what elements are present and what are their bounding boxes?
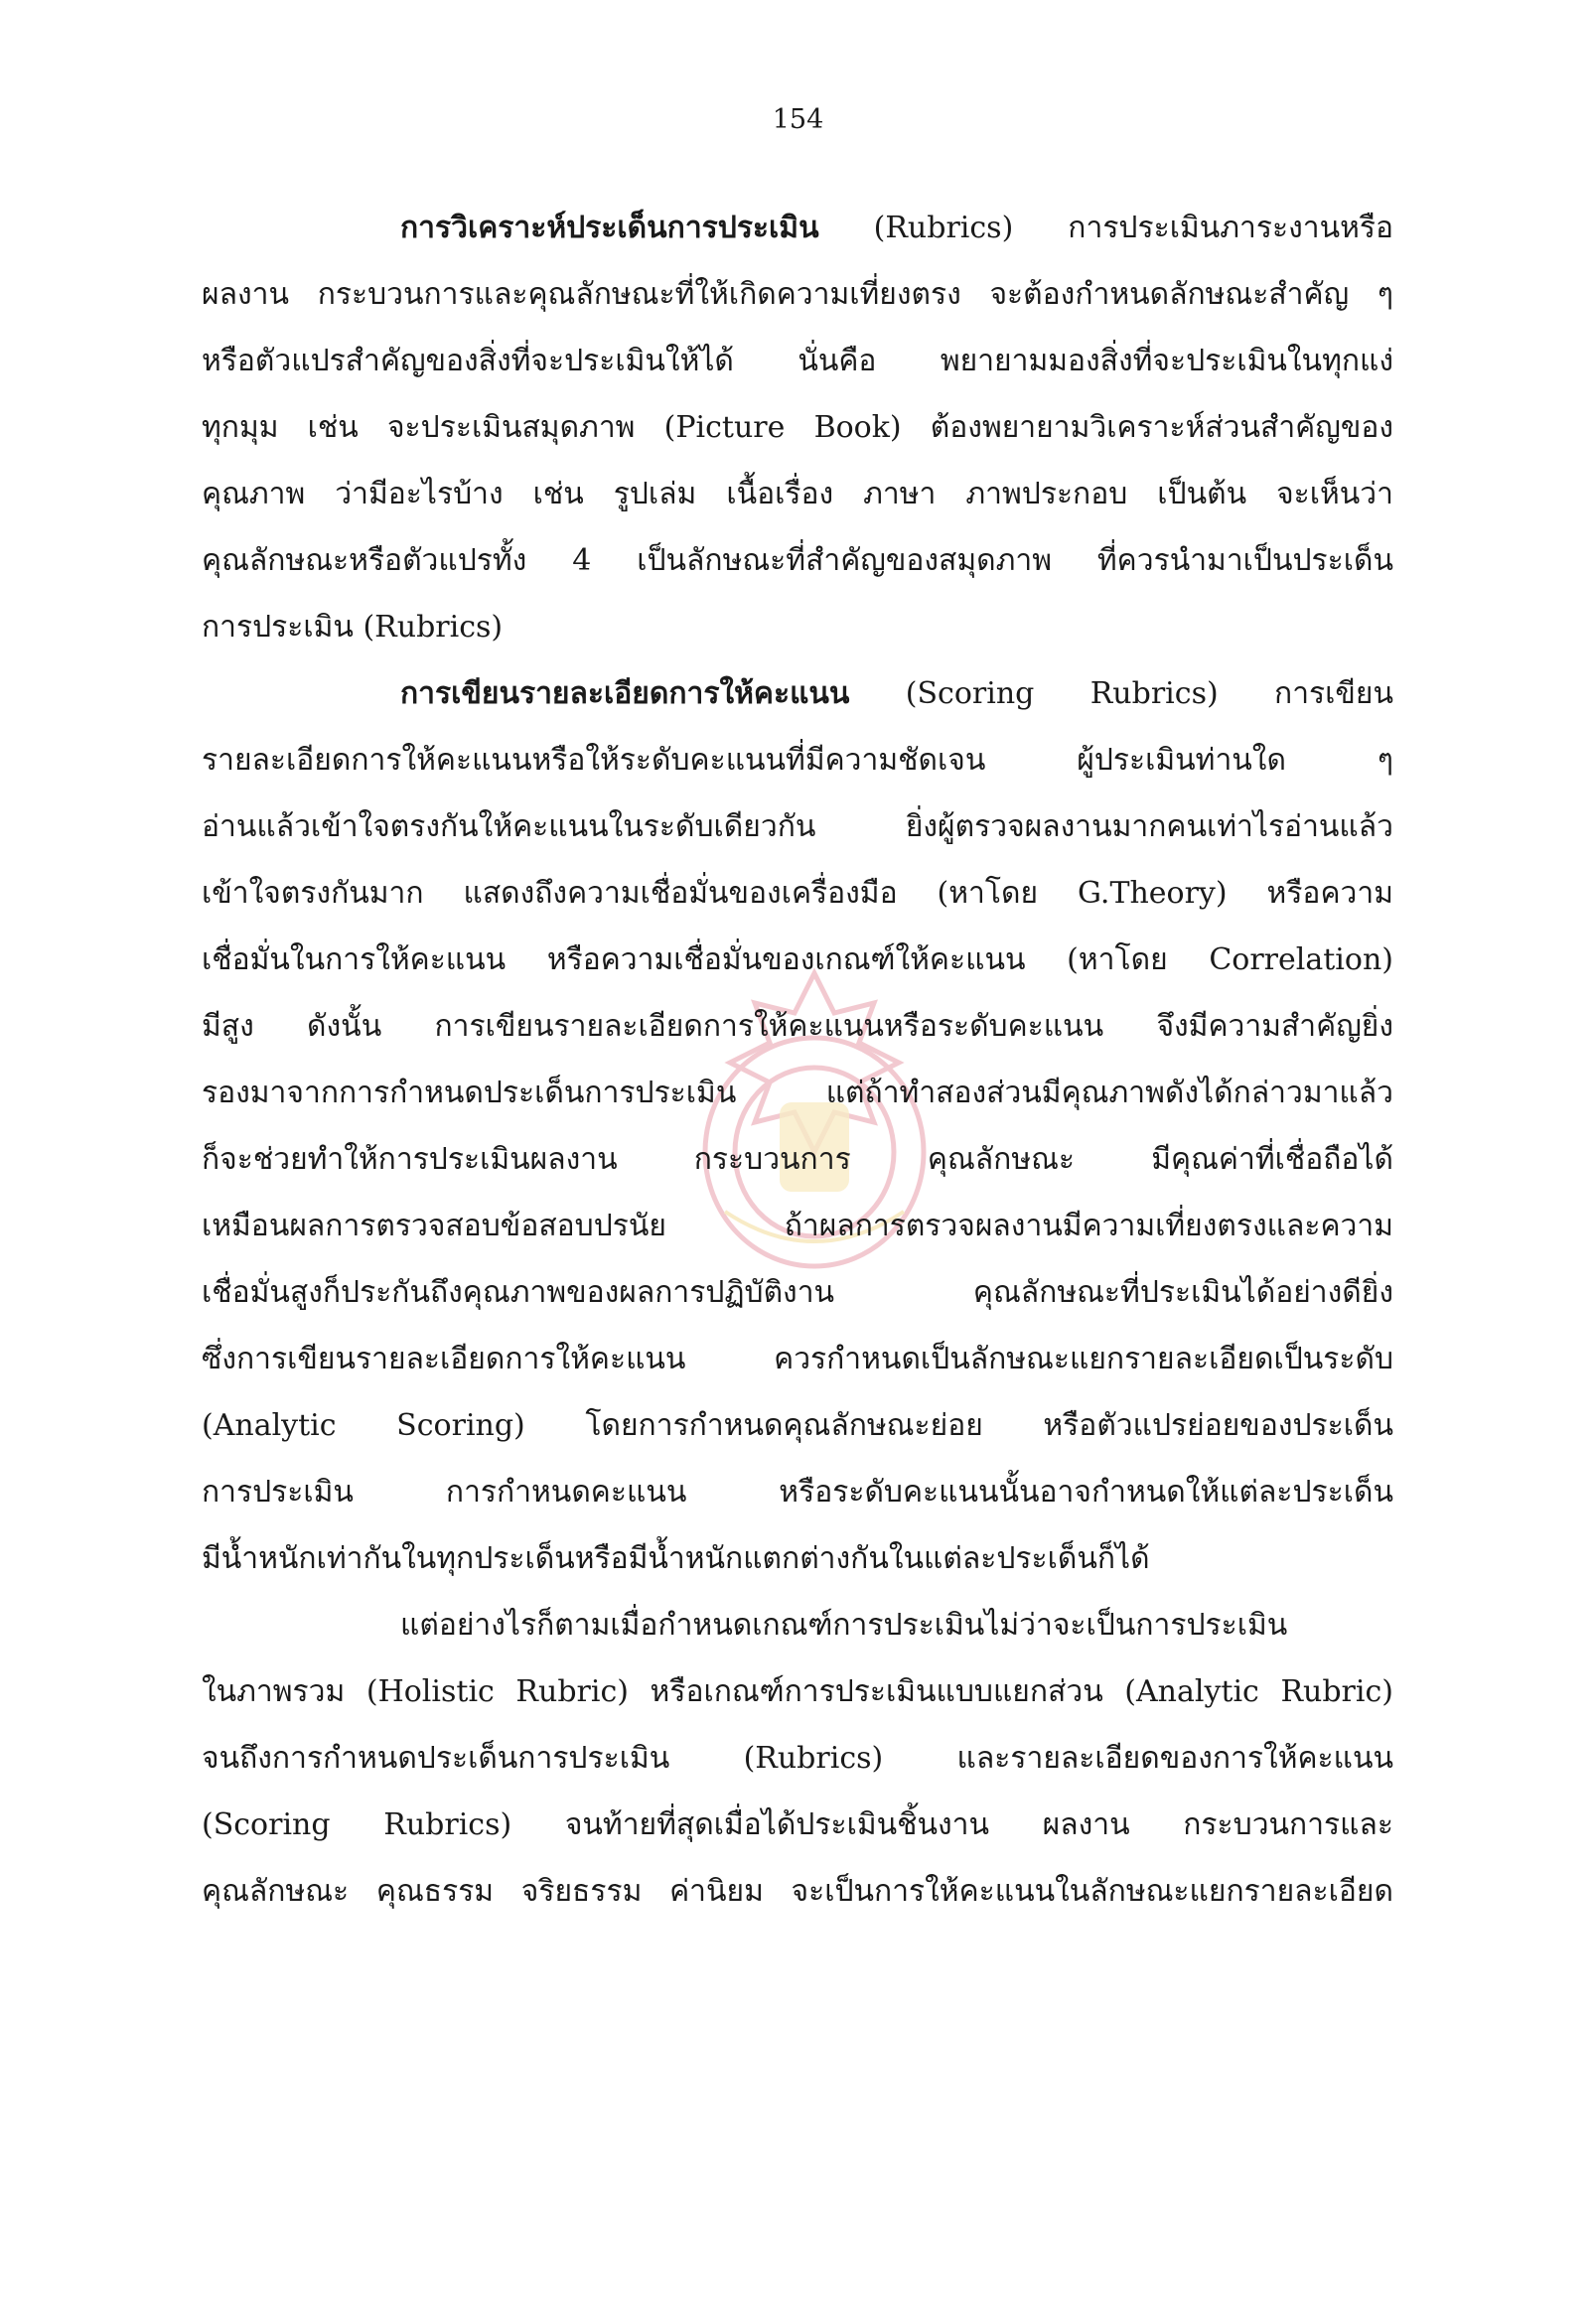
paragraph-line: รองมาจากการกำหนดประเด็นการประเมิน แต่ถ้าทำสองส่วนมีคุณภาพดังได้กล่าวมาแล้ว — [202, 1076, 1393, 1110]
paragraph-line-text: (Rubrics) การประเมินภาระงานหรือ — [818, 211, 1393, 245]
paragraph-line: คุณลักษณะ คุณธรรม จริยธรรม ค่านิยม จะเป็นการให้คะแนนในลักษณะแยกรายละเอียด — [202, 1874, 1393, 1909]
paragraph-line: แต่อย่างไรก็ตามเมื่อกำหนดเกณฑ์การประเมินไม่ว่าจะเป็นการประเมิน — [400, 1608, 1288, 1643]
paragraph-line: การประเมิน (Rubrics) — [202, 610, 504, 645]
paragraph-scoring-rubrics — [202, 660, 1393, 1592]
paragraph-line: มีสูง ดังนั้น การเขียนรายละเอียดการให้คะแนนหรือระดับคะแนน จึงมีความสำคัญยิ่ง — [202, 1009, 1393, 1044]
paragraph-line: (Analytic Scoring) โดยการกำหนดคุณลักษณะย่อย หรือตัวแปรย่อยของประเด็น — [202, 1408, 1393, 1443]
paragraph-heading: การวิเคราะห์ประเด็นการประเมิน — [400, 211, 819, 245]
paragraph-line: ก็จะช่วยทำให้การประเมินผลงาน กระบวนการ คุณลักษณะ มีคุณค่าที่เชื่อถือได้ — [202, 1142, 1393, 1177]
paragraph-line: การประเมิน การกำหนดคะแนน หรือระดับคะแนนนั้นอาจกำหนดให้แต่ละประเด็น — [202, 1475, 1393, 1510]
paragraph-rubrics-analysis — [202, 195, 1393, 660]
paragraph-holistic-analytic — [202, 1592, 1393, 1925]
paragraph-line: ซึ่งการเขียนรายละเอียดการให้คะแนน ควรกำหนดเป็นลักษณะแยกรายละเอียดเป็นระดับ — [202, 1342, 1393, 1376]
paragraph-line: มีน้ำหนักเท่ากันในทุกประเด็นหรือมีน้ำหนักแตกต่างกันในแต่ละประเด็นก็ได้ — [202, 1541, 1150, 1576]
page-number: 154 — [772, 104, 824, 135]
paragraph-line: จนถึงการกำหนดประเด็นการประเมิน (Rubrics) และรายละเอียดของการให้คะแนน — [202, 1741, 1393, 1776]
paragraph-line: (Scoring Rubrics) จนท้ายที่สุดเมื่อได้ประเมินชิ้นงาน ผลงาน กระบวนการและ — [202, 1807, 1393, 1842]
paragraph-line-text: (Scoring Rubrics) การเขียน — [849, 676, 1393, 711]
paragraph-line: เข้าใจตรงกันมาก แสดงถึงความเชื่อมั่นของเครื่องมือ (หาโดย G.Theory) หรือความ — [202, 876, 1393, 911]
paragraph-line: คุณลักษณะหรือตัวแปรทั้ง 4 เป็นลักษณะที่สำคัญของสมุดภาพ ที่ควรนำมาเป็นประเด็น — [202, 543, 1393, 578]
paragraph-line: หรือตัวแปรสำคัญของสิ่งที่จะประเมินให้ได้ นั่นคือ พยายามมองสิ่งที่จะประเมินในทุกแง่ — [202, 344, 1393, 378]
paragraph-line: รายละเอียดการให้คะแนนหรือให้ระดับคะแนนที่มีความชัดเจน ผู้ประเมินท่านใด ๆ — [202, 743, 1393, 778]
paragraph-line — [202, 195, 1393, 261]
body-text — [202, 195, 1393, 1925]
paragraph-heading: การเขียนรายละเอียดการให้คะแนน — [400, 676, 850, 711]
paragraph-line: ทุกมุม เช่น จะประเมินสมุดภาพ (Picture Book) ต้องพยายามวิเคราะห์ส่วนสำคัญของ — [202, 410, 1393, 445]
paragraph-line — [202, 660, 1393, 727]
paragraph-line: ในภาพรวม (Holistic Rubric) หรือเกณฑ์การประเมินแบบแยกส่วน (Analytic Rubric) — [202, 1674, 1393, 1709]
paragraph-line: อ่านแล้วเข้าใจตรงกันให้คะแนนในระดับเดียวกัน ยิ่งผู้ตรวจผลงานมากคนเท่าไรอ่านแล้ว — [202, 809, 1393, 844]
paragraph-line: เชื่อมั่นในการให้คะแนน หรือความเชื่อมั่นของเกณฑ์ให้คะแนน (หาโดย Correlation) — [202, 942, 1393, 977]
paragraph-line: คุณภาพ ว่ามีอะไรบ้าง เช่น รูปเล่ม เนื้อเรื่อง ภาษา ภาพประกอบ เป็นต้น จะเห็นว่า — [202, 477, 1393, 511]
paragraph-line: ผลงาน กระบวนการและคุณลักษณะที่ให้เกิดความเที่ยงตรง จะต้องกำหนดลักษณะสำคัญ ๆ — [202, 277, 1393, 312]
paragraph-line: เชื่อมั่นสูงก็ประกันถึงคุณภาพของผลการปฏิบัติงาน คุณลักษณะที่ประเมินได้อย่างดียิ่ง — [202, 1275, 1393, 1310]
paragraph-line: เหมือนผลการตรวจสอบข้อสอบปรนัย ถ้าผลการตรวจผลงานมีความเที่ยงตรงและความ — [202, 1209, 1393, 1243]
